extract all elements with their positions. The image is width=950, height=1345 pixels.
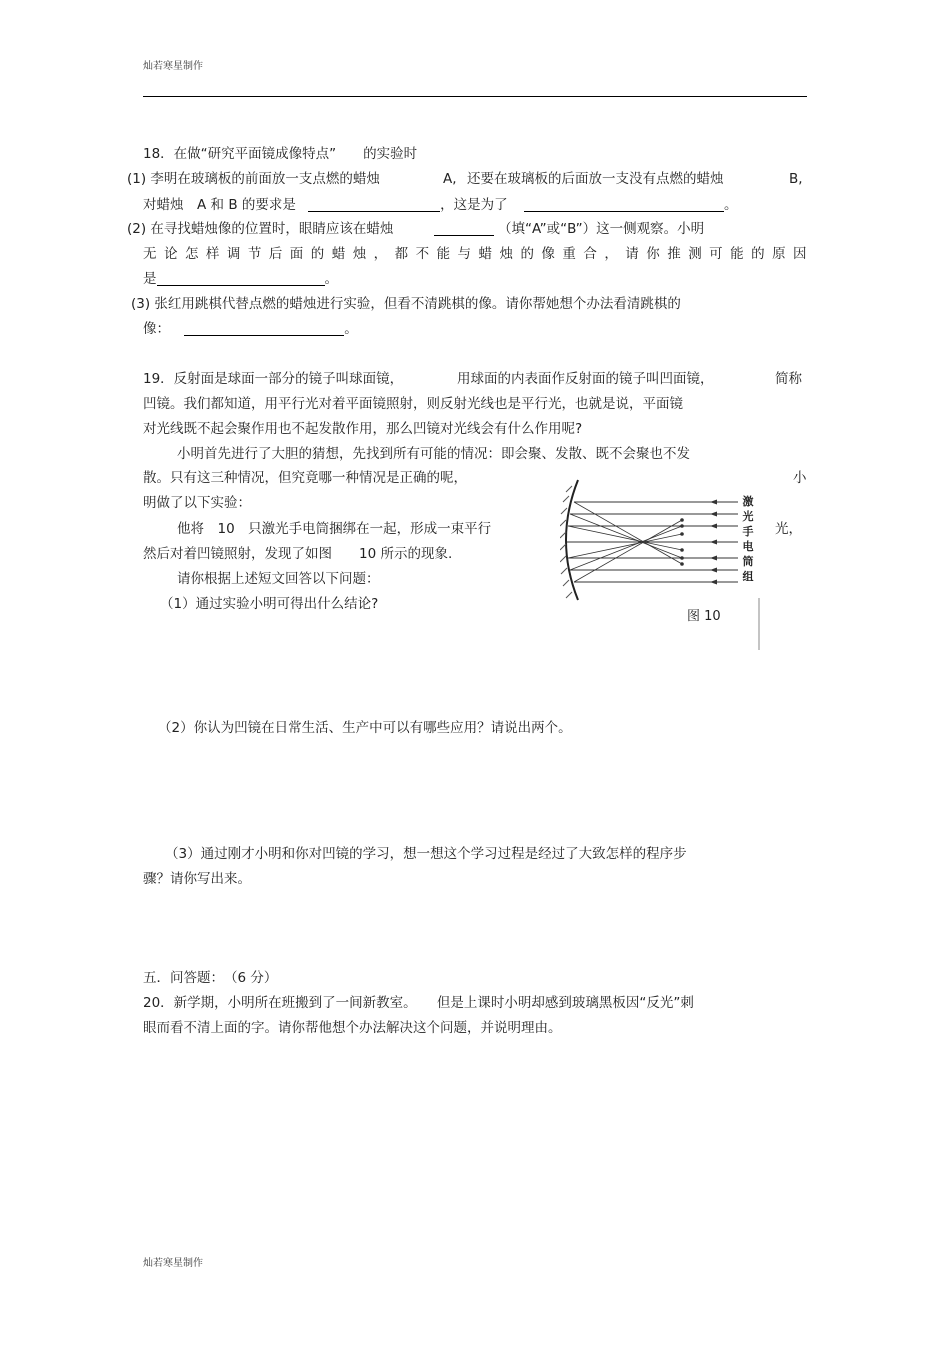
q18-p2-char: 后	[268, 246, 283, 262]
q18-p2-char: 样	[205, 246, 220, 262]
q18-p2-char: 面	[289, 246, 304, 262]
q18-part2-line3	[143, 270, 338, 288]
q18-p2-char: 像	[541, 246, 555, 262]
figure-10	[560, 478, 760, 653]
q18-p2-char: 因	[793, 246, 807, 262]
q18-p2-char: 蜡	[478, 246, 492, 262]
q18-p2-is-label: 是	[143, 271, 157, 287]
section5-title: 五．问答题： （6 分）	[143, 970, 278, 986]
q18-requirement-blank[interactable]	[308, 197, 440, 212]
q19-line2: 凹镜。我们都知道，用平行光对着平面镜照射，则反射光线也是平行光，也就是说，平面镜	[143, 396, 683, 412]
q18-p1-requirement-label: 对蜡烛 A 和 B 的要求是	[143, 197, 296, 213]
q18-p2-char: 推	[667, 246, 681, 262]
q18-purpose-blank[interactable]	[524, 197, 724, 212]
q19-sub3-line2: 骤？请你写出来。	[143, 871, 251, 887]
q18-p2-char: 节	[247, 246, 262, 262]
q18-p2-char: 的	[751, 246, 765, 262]
q18-p1-purpose-label: ，这是为了	[440, 197, 508, 213]
label-char: 组	[742, 570, 754, 583]
q19-line3: 对光线既不起会聚作用也不起发散作用，那么凹镜对光线会有什么作用呢?	[143, 421, 583, 437]
q18-p2-char: 合	[583, 246, 597, 262]
q18-p2-period: 。	[324, 271, 338, 287]
incident-arrowheads	[710, 500, 717, 585]
q18-title: 18．在做“研究平面镜成像特点” 的实验时	[143, 146, 418, 162]
q20-line2: 眼而看不清上面的字。请你帮他想个办法解决这个问题，并说明理由。	[143, 1020, 562, 1036]
q18-p2-char: 你	[646, 246, 660, 262]
label-char: 电	[742, 540, 754, 553]
q19-l1-c: 简称	[775, 371, 802, 387]
label-char: 筒	[742, 555, 754, 568]
q18-part3-line1: (3) 张红用跳棋代替点燃的蜡烛进行实验，但看不清跳棋的像。请你帮她想个办法看清跳棋的	[131, 296, 681, 312]
q19-l5-a: 散。只有这三种情况，但究竟哪一种情况是正确的呢，	[143, 470, 467, 486]
q18-part2-line1	[127, 220, 704, 238]
label-char: 手	[742, 525, 754, 538]
q18-p2-char: 的	[520, 246, 534, 262]
q18-p2-char: 与	[457, 246, 472, 262]
q19-line8: 然后对着凹镜照射，发现了如图 10 所示的现象.	[143, 546, 453, 562]
q18-p2-char: 不	[415, 246, 430, 262]
label-char: 光	[742, 510, 754, 523]
q18-p1-text-a: (1) 李明在玻璃板的前面放一支点燃的蜡烛	[127, 171, 380, 187]
q19-line1	[143, 370, 807, 388]
q18-p2-char: 能	[730, 246, 744, 262]
q19-line9: 请你根据上述短文回答以下问题：	[177, 571, 380, 587]
q18-p2-char: 测	[688, 246, 702, 262]
q18-p2-char: ，	[604, 246, 618, 262]
q18-p2-char: 重	[562, 246, 576, 262]
q18-p2-char: 能	[436, 246, 451, 262]
label-char: 激	[742, 495, 754, 508]
q18-p3-period: 。	[344, 321, 358, 337]
q18-p2-char: 调	[226, 246, 241, 262]
q18-p2-char: 无	[143, 246, 157, 262]
q19-l1-b: 用球面的内表面作反射面的镜子叫凹面镜，	[457, 371, 714, 387]
page-header: 灿若寒星制作	[143, 61, 203, 72]
q18-p2-text-b: （填“A”或“B”）这一侧观察。小明	[498, 221, 705, 237]
concave-mirror-diagram	[560, 478, 760, 653]
q18-p2-char: 的	[310, 246, 325, 262]
q19-sub3-line1: （3）通过刚才小明和你对凹镜的学习，想一想这个学习过程是经过了大致怎样的程序步	[165, 846, 687, 862]
q19-l1-a: 19．反射面是球面一部分的镜子叫球面镜，	[143, 371, 404, 387]
q18-p1-period: 。	[723, 197, 738, 213]
q18-part1-line2	[143, 196, 737, 214]
q19-line4: 小明首先进行了大胆的猜想，先找到所有可能的情况：即会聚、发散、既不会聚也不发	[177, 446, 690, 462]
q18-method-blank[interactable]	[184, 321, 344, 336]
q18-part3-line2	[143, 320, 358, 338]
q18-candle-blank[interactable]	[434, 221, 494, 236]
header-divider	[143, 96, 807, 97]
q18-p2-char: 怎	[184, 246, 199, 262]
q18-p2-char: 可	[709, 246, 723, 262]
q18-reason-blank[interactable]	[157, 271, 325, 286]
q18-p1-candle-a: A,	[443, 171, 457, 187]
q18-p2-char: 烛	[499, 246, 513, 262]
q18-part2-line2	[143, 245, 807, 263]
q18-p2-char: ，	[373, 246, 388, 262]
q20-line1: 20．新学期，小明所在班搬到了一间新教室。 但是上课时小明却感到玻璃黑板因“反光”刺	[143, 995, 694, 1011]
q18-p1-text-c: 还要在玻璃板的后面放一支没有点燃的蜡烛	[467, 171, 724, 187]
figure-caption: 图 10	[687, 609, 721, 624]
q18-p3-image-label: 像：	[143, 321, 170, 337]
q19-sub1: （1）通过实验小明可得出什么结论?	[160, 596, 379, 612]
page-footer: 灿若寒星制作	[143, 1258, 203, 1269]
q19-line6: 明做了以下实验：	[143, 495, 251, 511]
q18-p2-char: 蜡	[331, 246, 346, 262]
q18-p1-candle-b: B,	[789, 171, 803, 187]
q18-p2-char: 请	[625, 246, 639, 262]
q19-l5-b: 小	[793, 470, 807, 486]
q18-p2-char: 都	[394, 246, 409, 262]
q19-l7-b: 光，	[775, 521, 802, 537]
q19-l7-a: 他将 10 只激光手电筒捆绑在一起，形成一束平行	[177, 521, 492, 537]
q18-p2-char: 烛	[352, 246, 367, 262]
flashlight-group-label	[740, 494, 756, 584]
q18-part1-line1	[127, 170, 807, 188]
q19-sub2: （2）你认为凹镜在日常生活、生产中可以有哪些应用？请说出两个。	[158, 720, 572, 736]
q18-p2-text-a: (2) 在寻找蜡烛像的位置时，眼睛应该在蜡烛	[127, 221, 394, 237]
q18-p2-char: 论	[163, 246, 178, 262]
q18-p2-char: 原	[772, 246, 786, 262]
